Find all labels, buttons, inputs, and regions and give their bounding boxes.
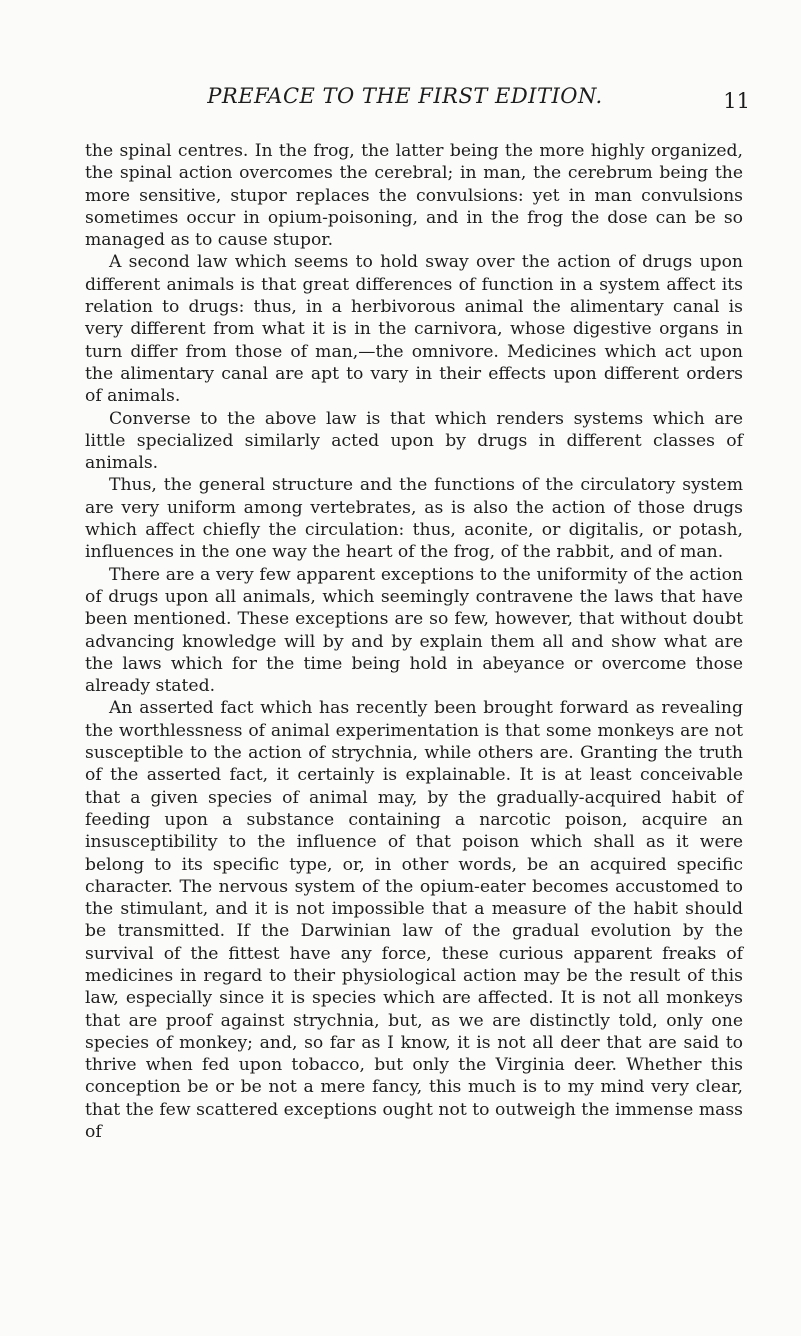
paragraph: the spinal centres. In the frog, the latter being the more highly organized, the spinal action overcomes the cerebral; in man, the cerebrum being the more sensitive, stupor replaces the convulsions: yet in man convulsions sometimes occur in opium-poisoning, and in the frog the dose can be so managed as to cause stupor.	[85, 141, 743, 251]
paragraph: There are a very few apparent exceptions to the uniformity of the action of drugs upon all animals, which seemingly contravene the laws that have been mentioned. These exceptions are so few, however, that without doubt advancing knowledge will by and by explain them all and show what are the laws which for the time being hold in abeyance or overcome those already stated.	[85, 564, 743, 697]
page-number: 11	[723, 89, 750, 113]
paragraph: An asserted fact which has recently been brought forward as revealing the worthlessness of animal experimentation is that some monkeys are not susceptible to the action of strychnia, while others are. Granting the truth of the asserted fact, it certainly is explainable. It is at least conceivable that a given species of animal may, by the gradually-acquired habit of feeding upon a substance containing a narcotic poison, acquire an insusceptibility to the influence of that poison which shall as it were belong to its specific type, or, in other words, be an acquired specific character. The nervous system of the opium-eater becomes accustomed to the stimulant, and it is not impossible that a measure of the habit should be transmitted. If the Darwinian law of the gradual evolution by the survival of the fittest have any force, these curious apparent freaks of medicines in regard to their physiological action may be the result of this law, especially since it is species which are affected. It is not all monkeys that are proof against strychnia, but, as we are distinctly told, only one species of monkey; and, so far as I know, it is not all deer that are said to thrive when fed upon tobacco, but only the Virginia deer. Whether this conception be or be not a mere fancy, this much is to my mind very clear, that the few scattered exceptions ought not to outweigh the immense mass of	[85, 698, 743, 1143]
running-head	[60, 84, 750, 114]
paragraph: A second law which seems to hold sway over the action of drugs upon different animals is that great differences of function in a system affect its relation to drugs: thus, in a herbivorous animal the alimentary canal is very different from what it is in the carnivora, whose digestive organs in turn differ from those of man,—the omnivore. Medicines which act upon the alimentary canal are apt to vary in their effects upon different orders of animals.	[85, 252, 743, 407]
paragraph: Thus, the general structure and the functions of the circulatory system are very uniform among vertebrates, as is also the action of those drugs which affect chiefly the circulation: thus, aconite, or digitalis, or potash, influences in the one way the heart of the frog, of the rabbit, and of man.	[85, 475, 743, 563]
running-title: PREFACE TO THE FIRST EDITION.	[207, 84, 603, 108]
paragraph: Converse to the above law is that which renders systems which are little specialized similarly acted upon by drugs in different classes of animals.	[85, 408, 743, 474]
body-text	[85, 140, 743, 1143]
